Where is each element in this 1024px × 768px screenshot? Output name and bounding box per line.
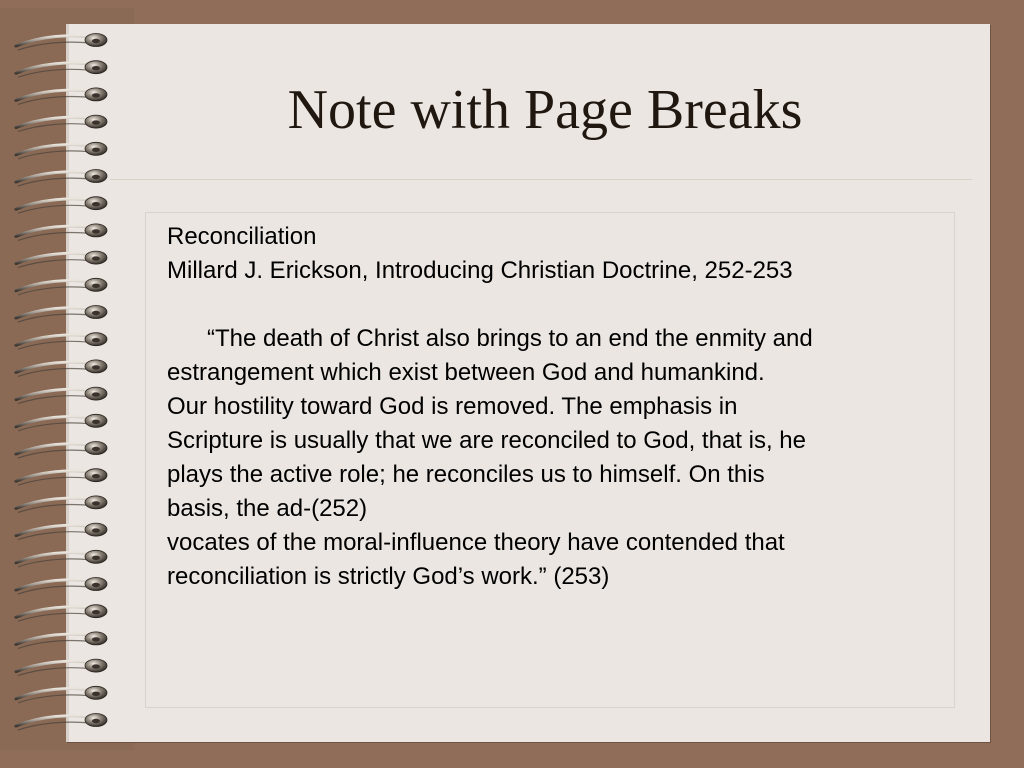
spiral-ring-icon bbox=[16, 686, 107, 703]
title-divider bbox=[110, 179, 972, 180]
quote-line: “The death of Christ also brings to an end the enmity and bbox=[207, 325, 813, 352]
spiral-ring-icon bbox=[16, 142, 107, 159]
spiral-ring-icon bbox=[16, 197, 107, 214]
spiral-ring-icon bbox=[16, 605, 107, 622]
spiral-ring-icon bbox=[16, 306, 107, 323]
spiral-ring-icon bbox=[16, 659, 107, 676]
quote-line: plays the active role; he reconciles us to himself. On this bbox=[167, 461, 765, 488]
spiral-ring-icon bbox=[16, 61, 107, 78]
quote-line: Our hostility toward God is removed. The emphasis in bbox=[167, 393, 738, 420]
spiral-ring-icon bbox=[16, 34, 107, 51]
spiral-ring-icon bbox=[16, 578, 107, 595]
spiral-ring-icon bbox=[16, 496, 107, 513]
quote-line: vocates of the moral-influence theory have contended that bbox=[167, 529, 785, 556]
spiral-ring-icon bbox=[16, 550, 107, 567]
spiral-ring-icon bbox=[16, 333, 107, 350]
spiral-ring-icon bbox=[16, 224, 107, 241]
spiral-ring-icon bbox=[16, 360, 107, 377]
spiral-ring-icon bbox=[16, 632, 107, 649]
spiral-ring-icon bbox=[16, 469, 107, 486]
spiral-ring-icon bbox=[16, 170, 107, 187]
quote-line: Scripture is usually that we are reconciled to God, that is, he bbox=[167, 427, 806, 454]
note-heading: Reconciliation bbox=[167, 223, 317, 250]
spiral-ring-icon bbox=[16, 414, 107, 431]
spiral-ring-icon bbox=[16, 251, 107, 268]
note-citation: Millard J. Erickson, Introducing Christian Doctrine, 252-253 bbox=[167, 257, 793, 284]
page-title: Note with Page Breaks bbox=[287, 79, 803, 141]
spiral-ring-icon bbox=[16, 714, 107, 731]
spiral-ring-icon bbox=[16, 278, 107, 295]
blank-line bbox=[167, 288, 947, 322]
quote-line: basis, the ad-(252) bbox=[167, 495, 368, 522]
spiral-ring-icon bbox=[16, 387, 107, 404]
note-content bbox=[167, 220, 947, 594]
spiral-ring-icon bbox=[16, 523, 107, 540]
quote-line: estrangement which exist between God and humankind. bbox=[167, 359, 765, 386]
quote-line: reconciliation is strictly God’s work.” (253) bbox=[167, 563, 610, 590]
spiral-ring-icon bbox=[16, 442, 107, 459]
